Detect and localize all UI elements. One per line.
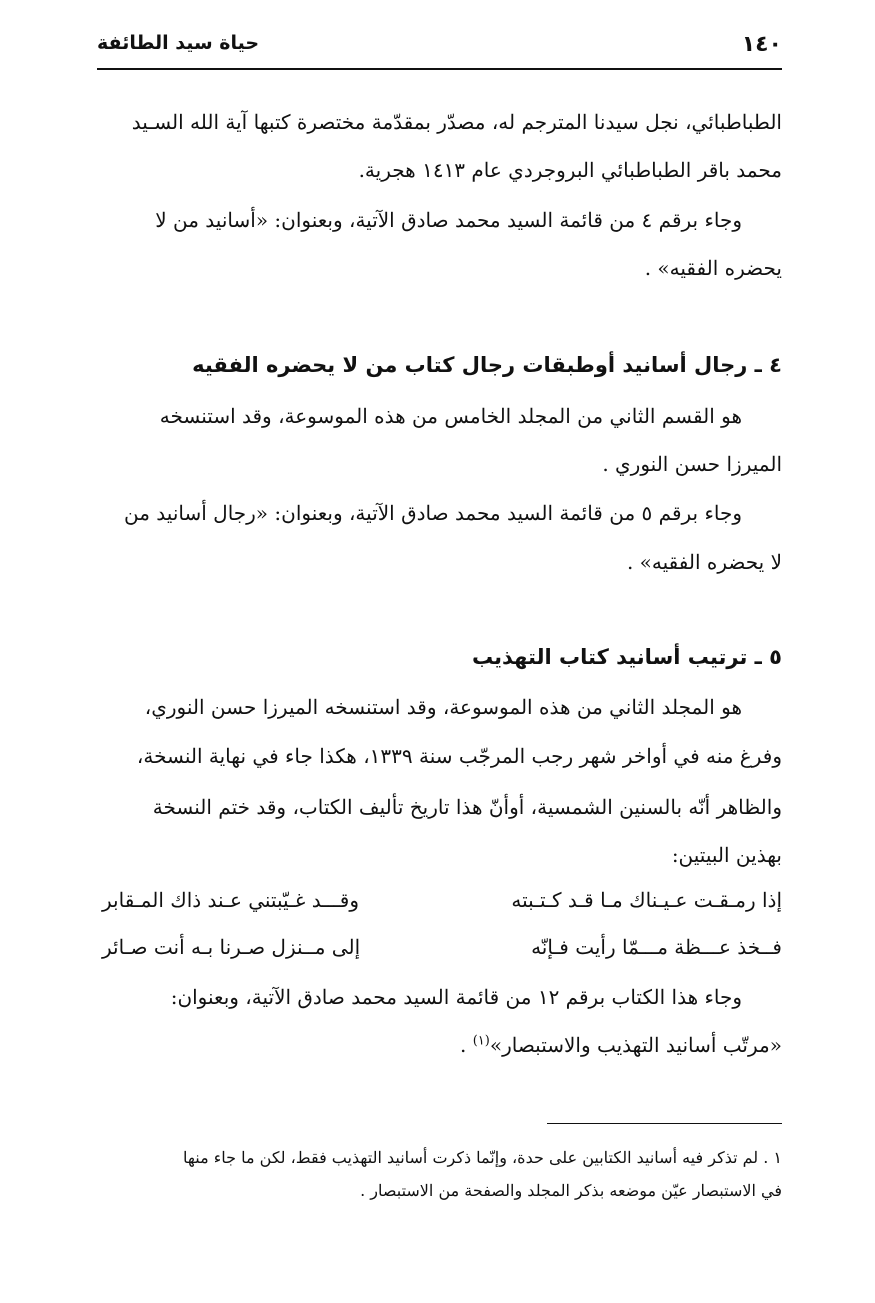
- page-number: ١٤٠: [741, 32, 782, 57]
- section-5-line-1: هو المجلد الثاني من هذه الموسوعة، وقد استنسخه الميرزا حسن النوري،: [144, 695, 742, 719]
- running-title: حياة سيد الطائفة: [97, 32, 260, 54]
- verse-hemistich-second: إلى مــنزل صـرنا بـه أنت صـائر: [102, 935, 361, 959]
- section-5-line-2: وفرغ منه في أواخر شهر رجب المرجّب سنة ١٣٣٩، هكذا جاء في نهاية النسخة،: [136, 744, 782, 768]
- section-4-line-4: لا يحضره الفقيه» .: [626, 550, 782, 574]
- verse-line: [92, 888, 782, 918]
- section-5-line-3: والظاهر أنّه بالسنين الشمسية، أوأنّ هذا تاريخ تأليف الكتاب، وقد ختم النسخة: [152, 795, 782, 819]
- footnote-reference[interactable]: (١): [472, 1033, 490, 1049]
- section-5-line-4: بهذين البيتين:: [671, 843, 782, 867]
- verse-hemistich-first: فــخذ عـــظة مـــمّا رأيت فـإنّه: [531, 935, 782, 959]
- page-header: [97, 30, 782, 70]
- intro-line-2: محمد باقر الطباطبائي البروجردي عام ١٤١٣ هجرية.: [358, 158, 782, 182]
- section-4-line-1: هو القسم الثاني من المجلد الخامس من هذه الموسوعة، وقد استنسخه: [159, 404, 742, 428]
- footnote-line-2: في الاستبصار عيّن موضعه بذكر المجلد والصفحة من الاستبصار .: [360, 1181, 782, 1200]
- section-4-line-3: وجاء برقم ٥ من قائمة السيد محمد صادق الآتية، وبعنوان: «رجال أسانيد من: [124, 501, 742, 525]
- verse-line: [92, 935, 782, 965]
- intro-line-3: وجاء برقم ٤ من قائمة السيد محمد صادق الآتية، وبعنوان: «أسانيد من لا: [155, 208, 742, 232]
- section-5-heading: ٥ ـ ترتيب أسانيد كتاب التهذيب: [471, 645, 782, 669]
- section-5-line-5: وجاء هذا الكتاب برقم ١٢ من قائمة السيد محمد صادق الآتية، وبعنوان:: [170, 985, 742, 1009]
- footnote-separator: [547, 1123, 782, 1124]
- book-title-quote: «مرتّب أسانيد التهذيب والاستبصار»: [489, 1033, 782, 1057]
- section-4-line-2: الميرزا حسن النوري .: [602, 452, 782, 476]
- section-4-heading: ٤ ـ رجال أسانيد أوطبقات رجال كتاب من لا يحضره الفقيه: [192, 353, 782, 377]
- verse-hemistich-first: إذا رمـقـت عـيـناك مـا قـد كـتـبته: [511, 888, 782, 912]
- sentence-end: .: [459, 1033, 473, 1057]
- intro-line-1: الطباطبائي، نجل سيدنا المترجم له، مصدّر بمقدّمة مختصرة كتبها آية الله السـيد: [131, 110, 782, 134]
- footnote-line-1: ١ . لم تذكر فيه أسانيد الكتابين على حدة، وإنّما ذكرت أسانيد التهذيب فقط، لكن ما جاء منها: [183, 1148, 782, 1167]
- section-5-line-6: [92, 1033, 782, 1057]
- intro-line-4: يحضره الفقيه» .: [644, 256, 782, 280]
- verse-hemistich-second: وقـــد غـيّبتني عـند ذاك المـقابر: [102, 888, 360, 912]
